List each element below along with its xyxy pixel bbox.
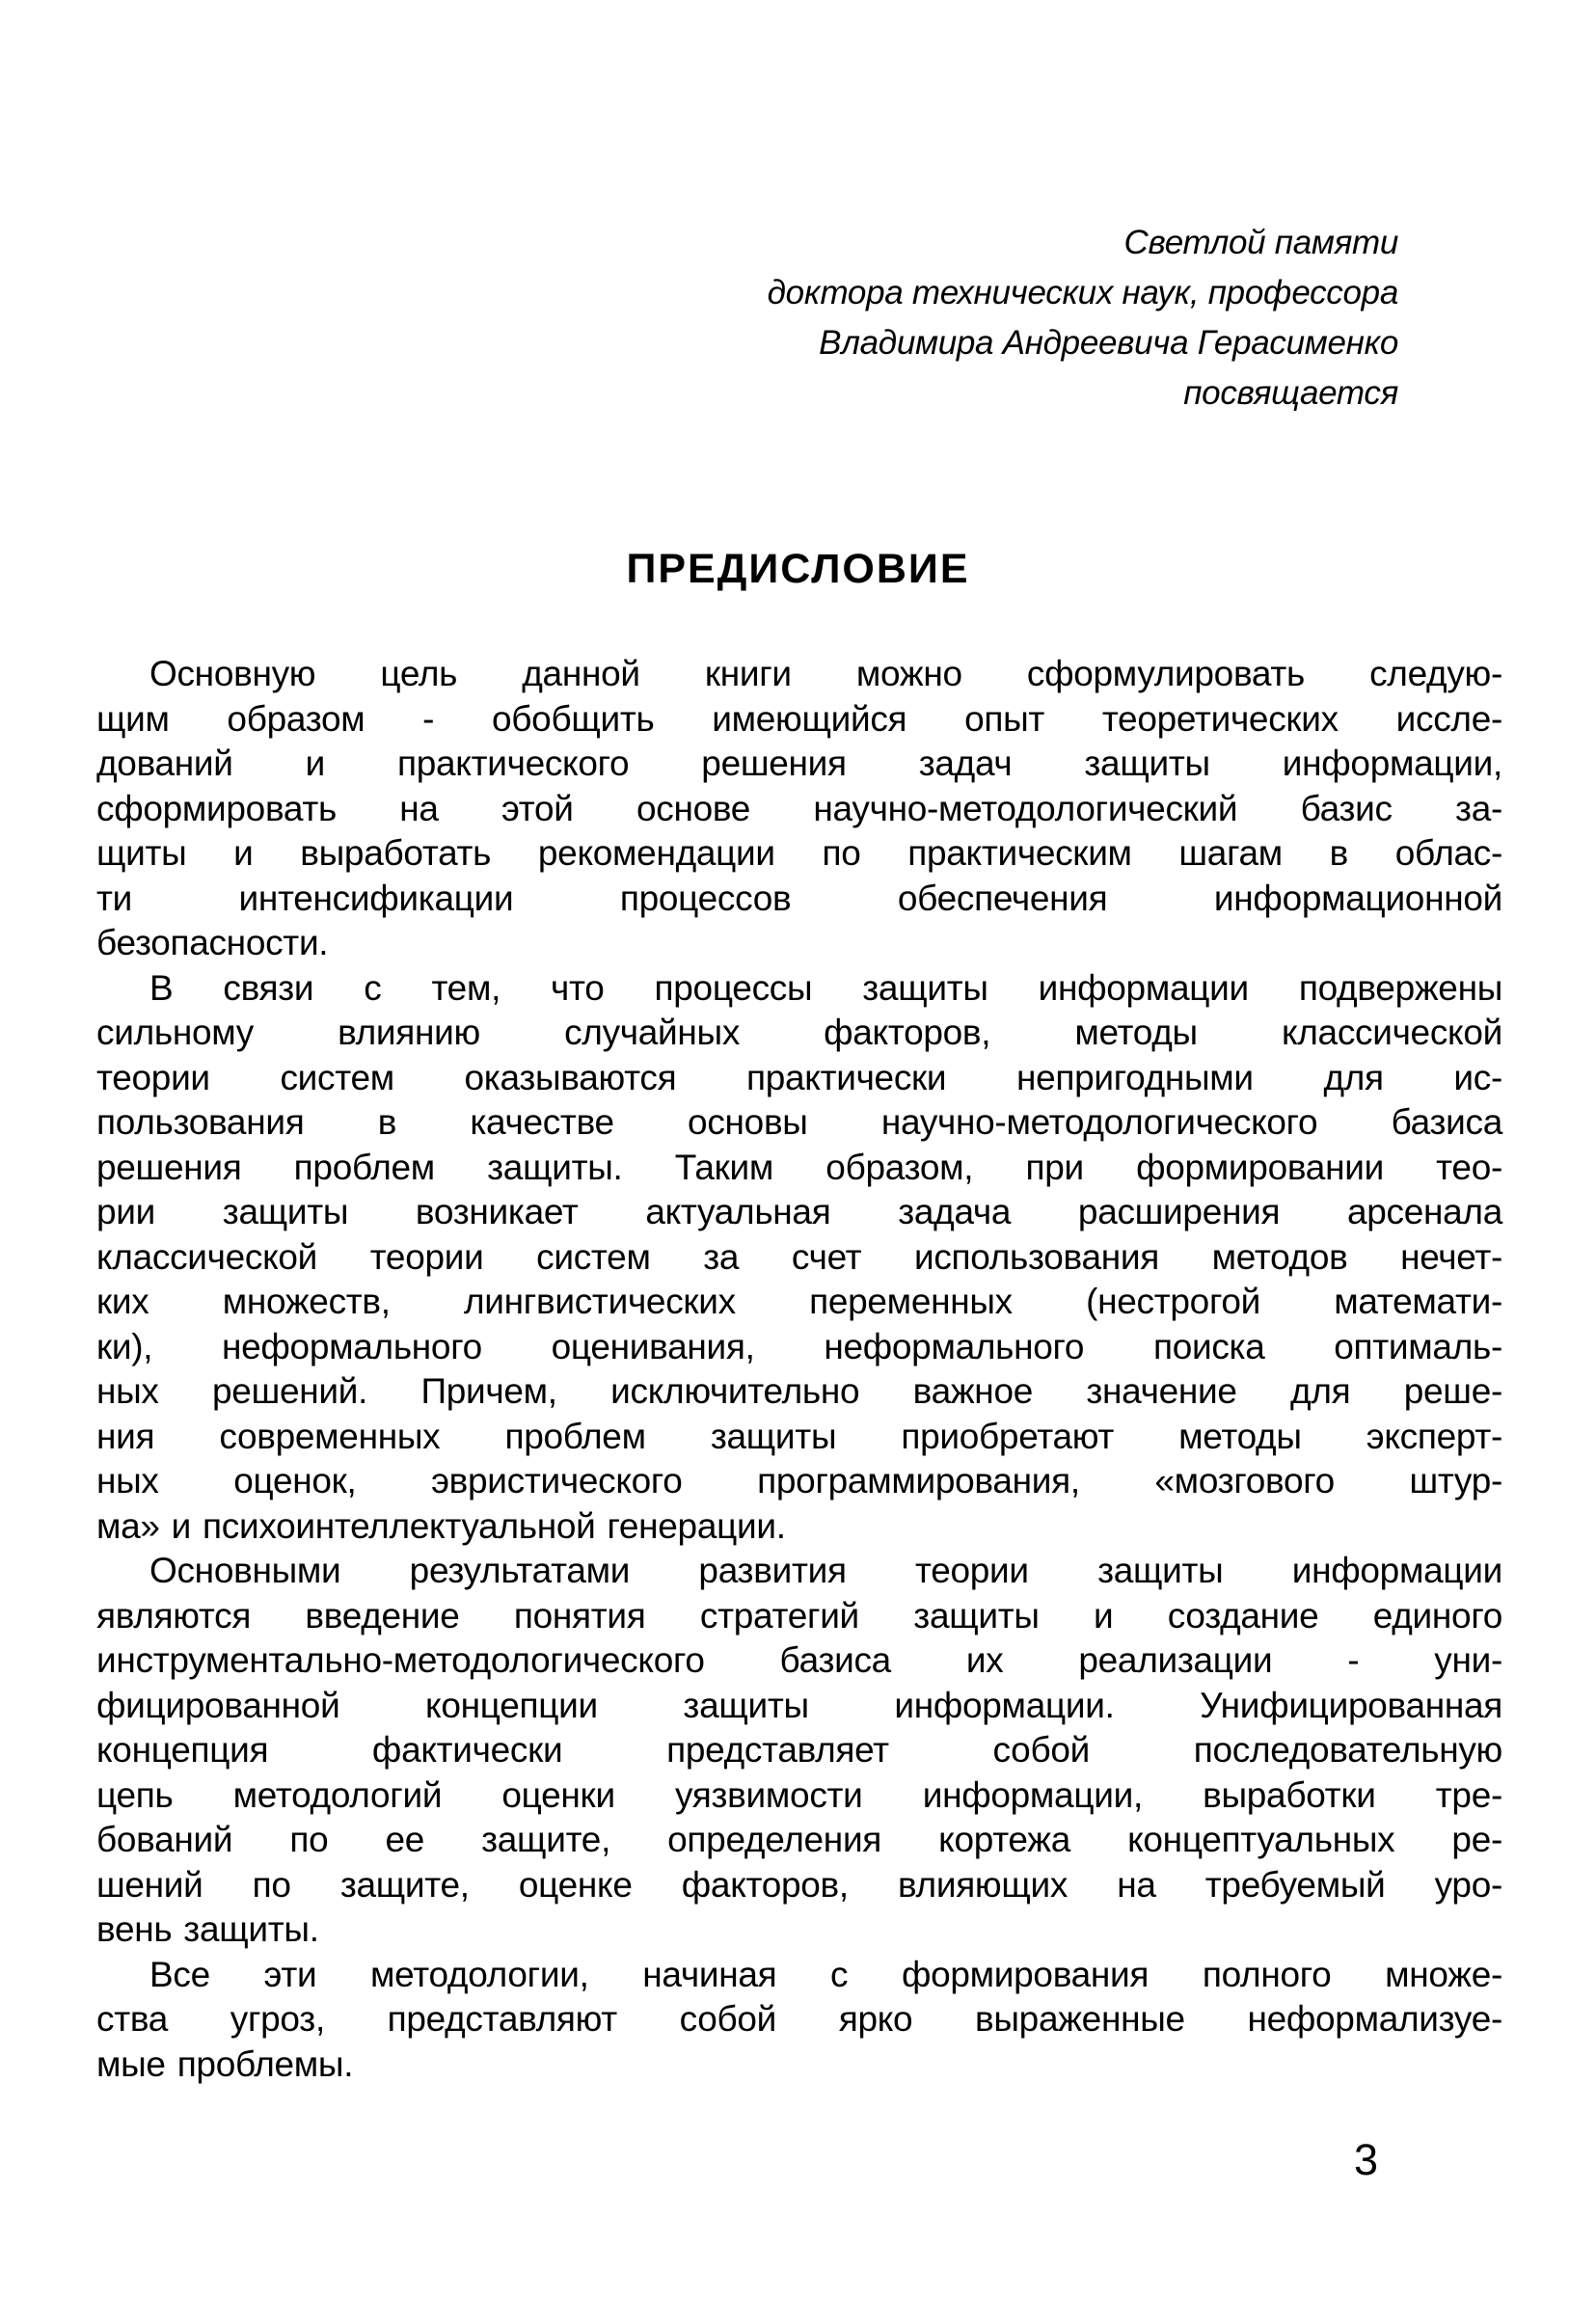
- text-line: ства угроз, представляют собой ярко выраженные неформализуе-: [96, 1999, 1502, 2039]
- page-number: 3: [1354, 2135, 1379, 2184]
- text-line: шений по защите, оценке факторов, влияющих на требуемый уро-: [96, 1864, 1502, 1905]
- text-line: ки), неформального оценивания, неформального поиска оптималь-: [96, 1326, 1502, 1366]
- paragraph: [96, 1549, 1502, 1953]
- paragraph: [96, 1953, 1502, 2088]
- text-line: щиты и выработать рекомендации по практическим шагам в облас-: [96, 833, 1502, 873]
- text-line: ных оценок, эвристического программирования, «мозгового штур-: [96, 1461, 1502, 1501]
- text-line: цепь методологий оценки уязвимости информации, выработки тре-: [96, 1774, 1502, 1815]
- text-line: теории систем оказываются практически непригодными для ис-: [96, 1057, 1502, 1097]
- text-line: Все эти методологии, начиная с формирования полного множе-: [149, 1954, 1502, 1994]
- text-line: классической теории систем за счет использования методов нечет-: [96, 1236, 1502, 1277]
- text-line: сильному влиянию случайных факторов, методы классической: [96, 1013, 1502, 1052]
- body-text: [96, 652, 1502, 2087]
- text-line: ных решений. Причем, исключительно важное значение для реше-: [96, 1371, 1502, 1411]
- text-line: рии защиты возникает актуальная задача расширения арсенала: [96, 1192, 1502, 1231]
- text-line: ния современных проблем защиты приобретают методы эксперт-: [96, 1416, 1502, 1456]
- text-line: ти интенсификации процессов обеспечения информационной: [96, 878, 1502, 918]
- text-line: сформировать на этой основе научно-методологический базис за-: [96, 788, 1502, 828]
- paragraph: [96, 966, 1502, 1550]
- text-line: бований по ее защите, определения кортежа концептуальных ре-: [96, 1820, 1502, 1859]
- text-line: В связи с тем, что процессы защиты информации подвержены: [149, 967, 1502, 1008]
- dedication: [768, 218, 1398, 419]
- dedication-line: доктора технических наук, профессора: [767, 274, 1398, 311]
- page-title: ПРЕДИСЛОВИЕ: [626, 546, 970, 592]
- text-line: инструментально-методологического базиса их реализации - уни-: [96, 1640, 1502, 1680]
- text-line: Основными результатами развития теории защиты информации: [149, 1551, 1502, 1590]
- text-line: вень защиты.: [96, 1909, 319, 1949]
- text-line: щим образом - обобщить имеющийся опыт теоретических иссле-: [96, 698, 1502, 739]
- text-line: концепция фактически представляет собой последовательную: [96, 1730, 1502, 1770]
- text-line: пользования в качестве основы научно-методологического базиса: [96, 1102, 1502, 1142]
- text-line: дований и практического решения задач защиты информации,: [96, 744, 1502, 783]
- text-line: решения проблем защиты. Таким образом, при формировании тео-: [96, 1147, 1502, 1187]
- text-line: безопасности.: [96, 923, 329, 962]
- text-line: фицированной концепции защиты информации. Унифицированная: [96, 1685, 1502, 1725]
- dedication-line: Владимира Андреевича Герасименко: [819, 324, 1398, 362]
- paragraph: [96, 652, 1502, 966]
- text-line: ма» и психоинтеллектуальной генерации.: [96, 1505, 786, 1546]
- text-line: являются введение понятия стратегий защиты и создание единого: [96, 1595, 1502, 1636]
- dedication-line: Светлой памяти: [1123, 224, 1398, 261]
- text-line: ких множеств, лингвистических переменных (нестрогой математи-: [96, 1282, 1502, 1321]
- dedication-line: посвящается: [1183, 374, 1398, 412]
- text-line: Основную цель данной книги можно сформулировать следую-: [149, 654, 1502, 693]
- text-line: мые проблемы.: [96, 2043, 354, 2084]
